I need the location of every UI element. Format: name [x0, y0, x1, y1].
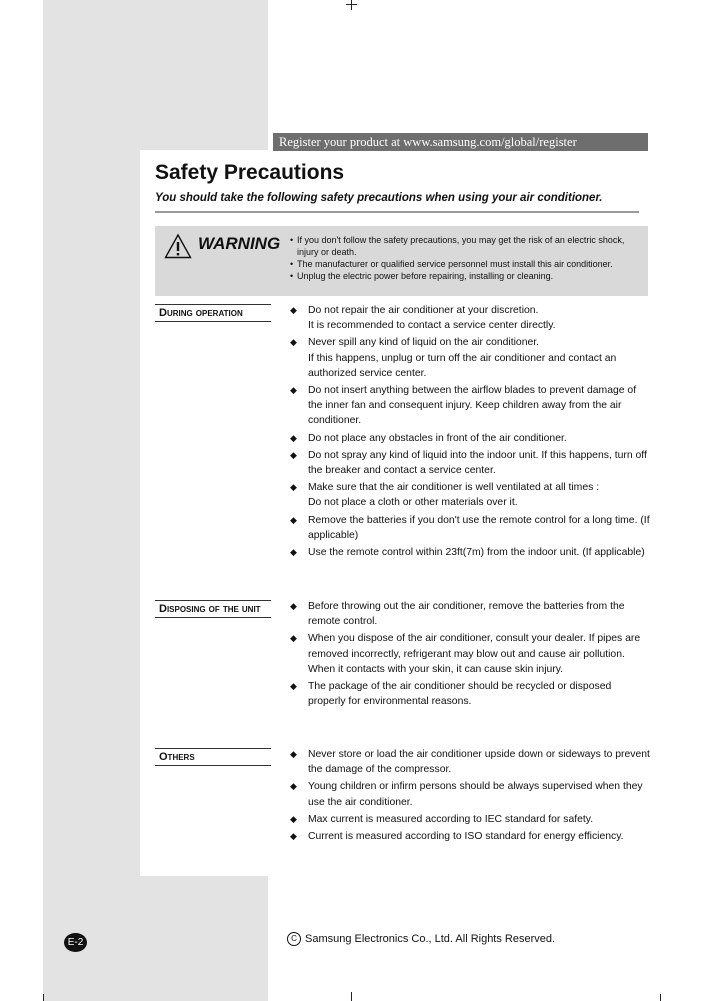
warning-item: • The manufacturer or qualified service personnel must install this air conditioner. — [290, 258, 646, 270]
warning-item: • Unplug the electric power before repairing, installing or cleaning. — [290, 270, 646, 282]
list-item: ◆ Do not insert anything between the airflow blades to prevent damage of the inner fan and consequent injury. Keep children away from the air conditioner. — [290, 383, 650, 429]
crop-mark-bottom-right — [660, 994, 661, 1001]
register-banner: Register your product at www.samsung.com/global/register — [273, 133, 648, 151]
list-item: ◆ Young children or infirm persons should be always supervised when they use the air conditioner. — [290, 779, 650, 809]
list-item: ◆ When you dispose of the air conditioner, consult your dealer. If pipes are removed incorrectly, refrigerant may blow out and cause air pollution. When it contacts with your skin, it can cause skin injury. — [290, 631, 650, 677]
list-item: ◆ Remove the batteries if you don't use the remote control for a long time. (If applicable) — [290, 513, 650, 543]
section-label-disposing: Disposing of the unit — [155, 600, 271, 618]
list-item: ◆ Do not spray any kind of liquid into the indoor unit. If this happens, turn off the breaker and contact a service center. — [290, 448, 650, 478]
crop-mark-top-bar — [346, 4, 357, 5]
warning-triangle-icon — [164, 233, 192, 259]
crop-mark-bottom-left — [43, 994, 44, 1001]
list-item: ◆ Use the remote control within 23ft(7m) from the indoor unit. (If applicable) — [290, 545, 650, 560]
list-item: ◆ Do not place any obstacles in front of the air conditioner. — [290, 431, 650, 446]
list-item: ◆ The package of the air conditioner should be recycled or disposed properly for environmental reasons. — [290, 679, 650, 709]
page-number-badge: E-2 — [64, 933, 87, 952]
copyright-notice — [287, 932, 555, 946]
section-list-during-operation — [290, 303, 650, 562]
list-item: ◆ Do not repair the air conditioner at your discretion. It is recommended to contact a service center directly. — [290, 303, 650, 333]
copyright-text: Samsung Electronics Co., Ltd. All Rights Reserved. — [305, 932, 556, 945]
warning-list — [290, 234, 646, 282]
warning-box — [155, 226, 648, 296]
subtitle-divider — [155, 211, 639, 213]
page-title: Safety Precautions — [155, 161, 345, 184]
list-item: ◆ Never store or load the air conditioner upside down or sideways to prevent the damage of the compressor. — [290, 747, 650, 777]
list-item: ◆ Make sure that the air conditioner is well ventilated at all times : Do not place a cloth or other materials over it. — [290, 480, 650, 510]
list-item: ◆ Before throwing out the air conditioner, remove the batteries from the remote control. — [290, 599, 650, 629]
list-item: ◆ Current is measured according to ISO standard for energy efficiency. — [290, 829, 650, 844]
section-list-others — [290, 747, 650, 846]
list-item: ◆ Max current is measured according to IEC standard for safety. — [290, 812, 650, 827]
crop-mark-top — [351, 0, 352, 10]
warning-label: WARNING — [198, 234, 281, 253]
page-subtitle: You should take the following safety precautions when using your air conditioner. — [155, 192, 603, 204]
section-label-during-operation: During operation — [155, 304, 271, 322]
crop-mark-bottom — [351, 992, 352, 1001]
warning-item: • If you don't follow the safety precautions, you may get the risk of an electric shock, injury or death. — [290, 234, 646, 258]
list-item: ◆ Never spill any kind of liquid on the air conditioner. If this happens, unplug or turn off the air conditioner and contact an authorized service center. — [290, 335, 650, 381]
section-list-disposing — [290, 599, 650, 711]
copyright-icon: C — [287, 932, 301, 946]
section-label-others: Others — [155, 748, 271, 766]
